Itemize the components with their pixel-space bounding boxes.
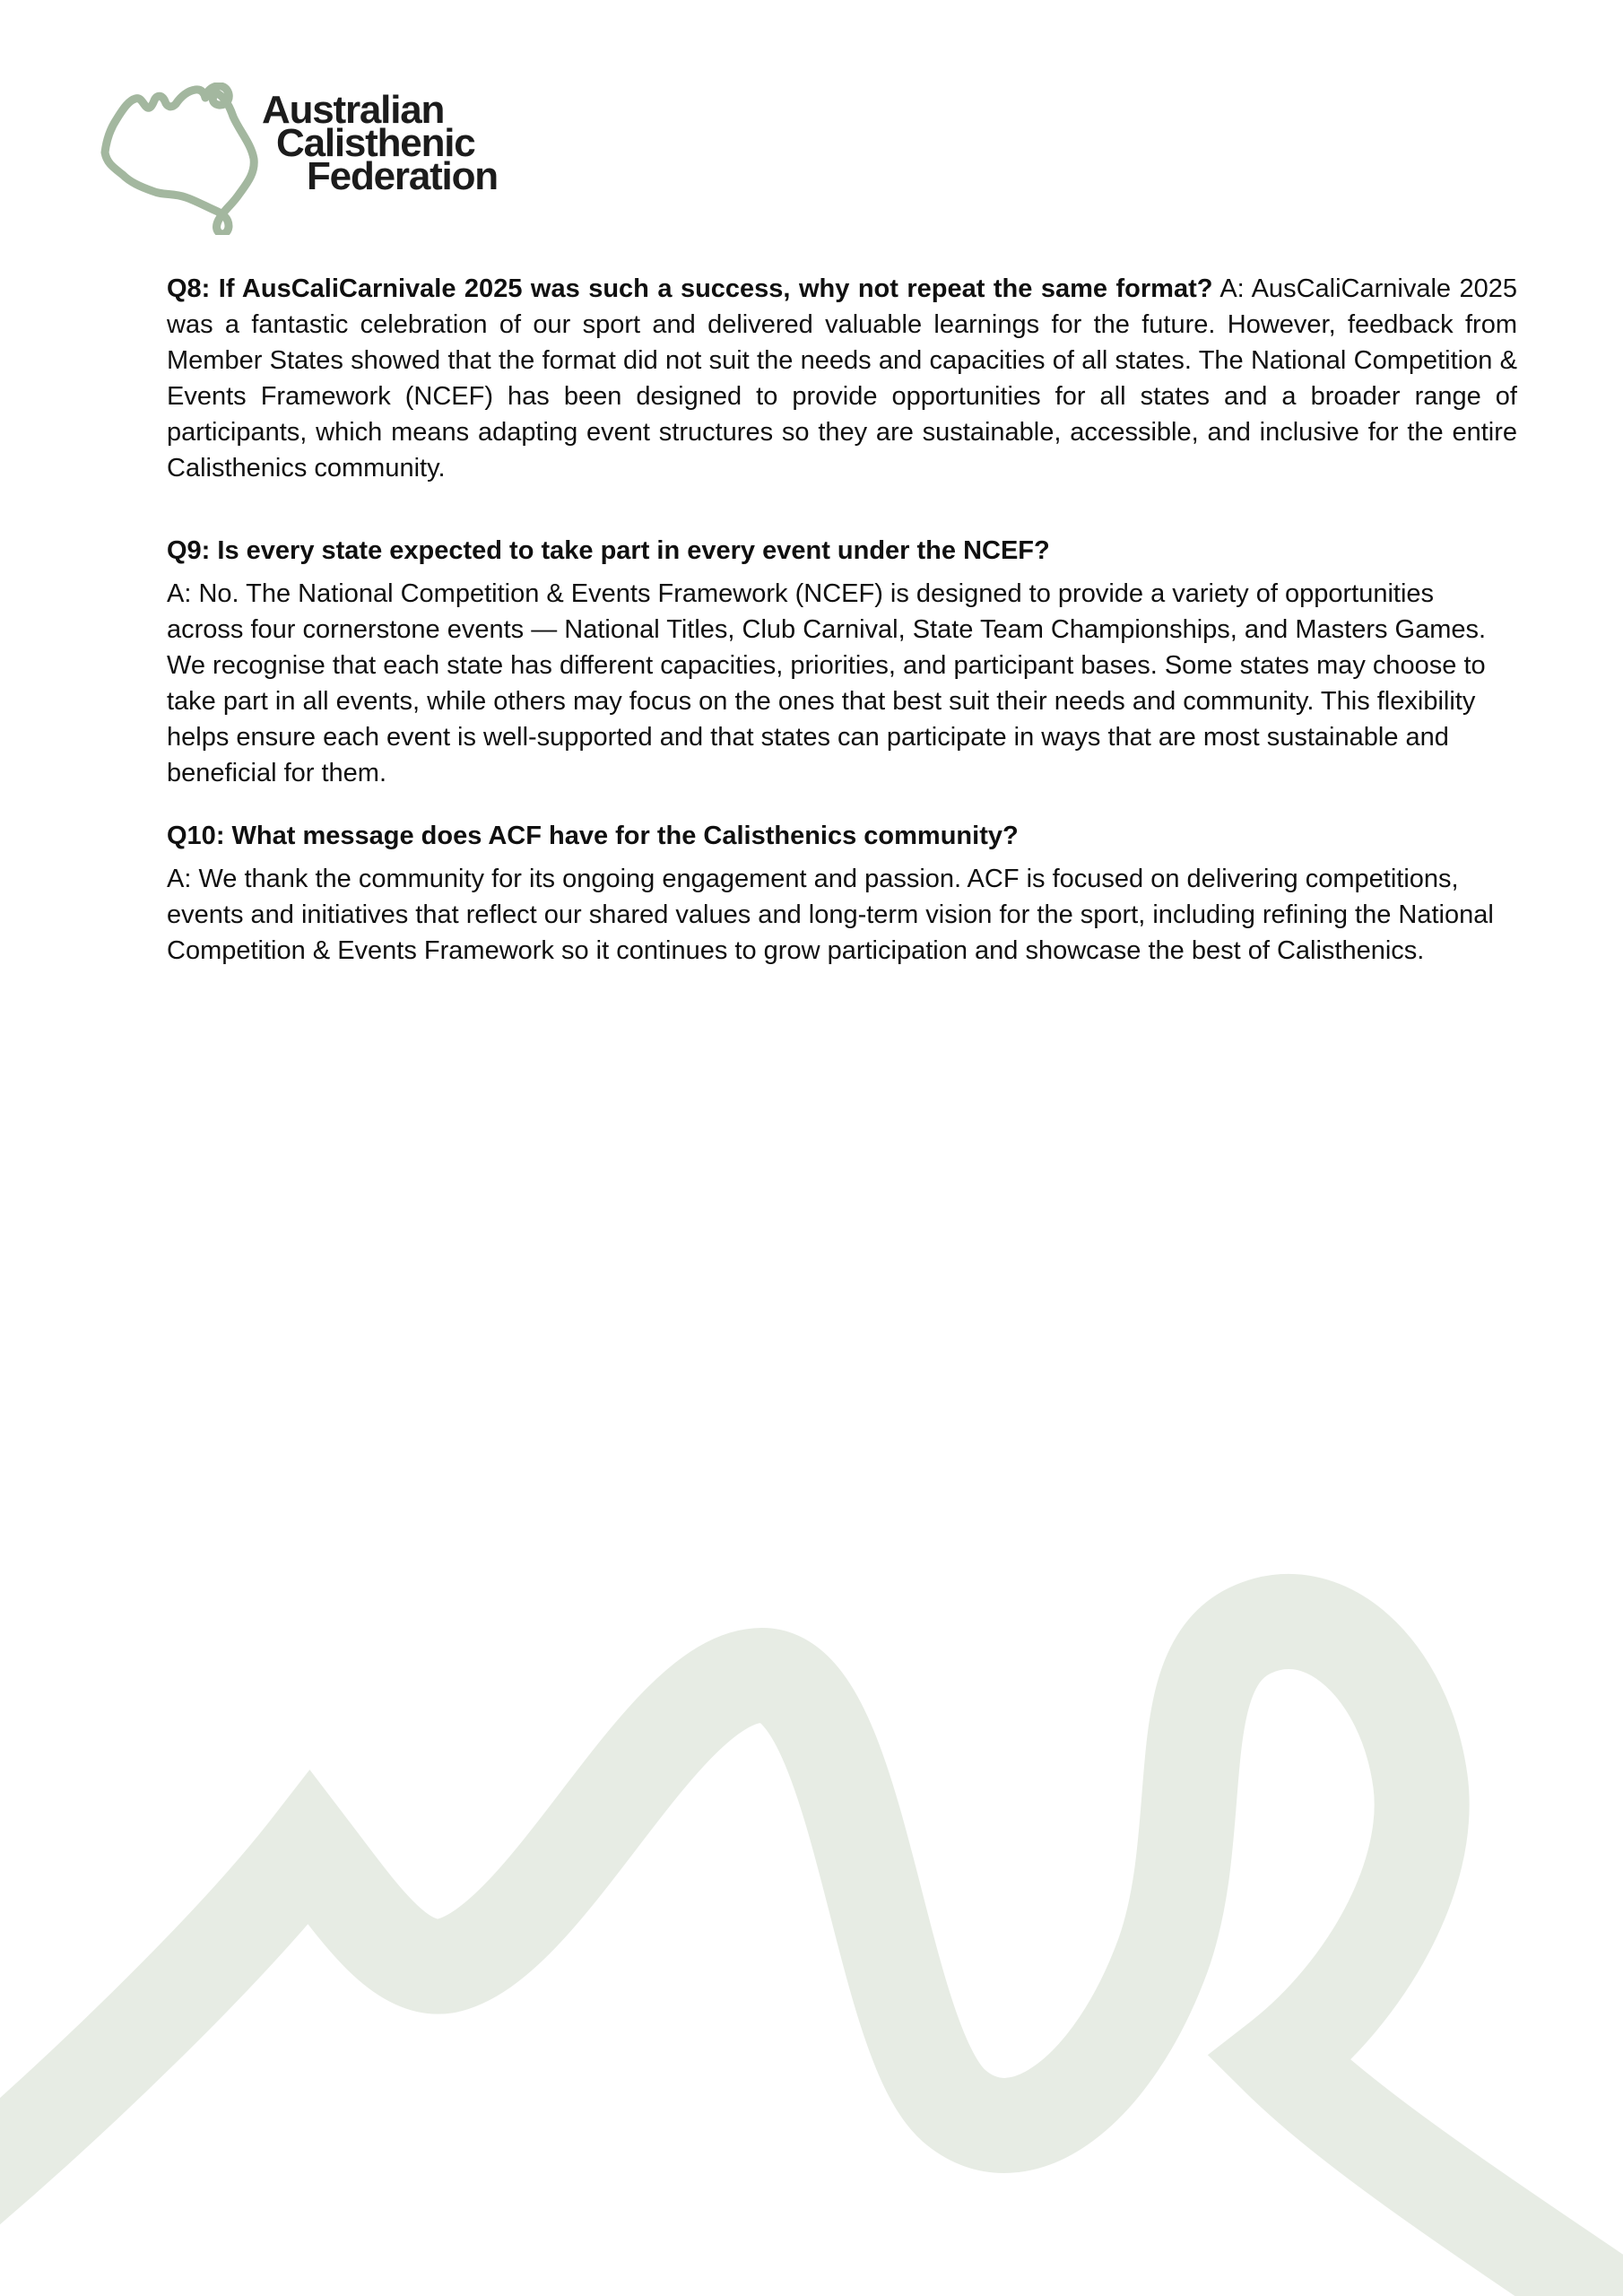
faq-q8-paragraph: [167, 271, 1517, 486]
faq-q9-heading: Q9: Is every state expected to take part in every event under the NCEF?: [167, 536, 1050, 565]
faq-q10-heading: Q10: What message does ACF have for the Calisthenics community?: [167, 822, 1019, 850]
faq-q10-paragraph: A: We thank the community for its ongoing engagement and passion. ACF is focused on delivering competitions, events and initiatives that reflect our shared values and long-term vision for the sport, including refining the National Competition & Events Framework so it continues to grow participation and showcase the best of Calisthenics.: [167, 865, 1494, 965]
faq-q8-question: Q8: If AusCaliCarnivale 2025 was such a success, why not repeat the same format?: [167, 274, 1213, 303]
ribbon-swoosh-path: [0, 1622, 1623, 2296]
logo-word-federation: Federation: [307, 154, 498, 198]
faq-q9-paragraph: A: No. The National Competition & Events Framework (NCEF) is designed to provide a variety of opportunities across four cornerstone events — National Titles, Club Carnival, State Team Championships, and Masters Games. We recognise that each state has different capacities, priorities, and participant bases. Some states may choose to take part in all events, while others may focus on the ones that best suit their needs and community. This flexibility helps ensure each event is well-supported and that states can participate in ways that are most sustainable and beneficial for them.: [167, 579, 1487, 787]
faq-q8-answer: A: AusCaliCarnivale 2025 was a fantastic celebration of our sport and delivered valuable learnings for the future. However, feedback from Member States showed that the format did not suit the needs and capacities of all states. The National Competition & Events Framework (NCEF) has been designed to provide opportunities for all states and a broader range of participants, which means adapting event structures so they are sustainable, accessible, and inclusive for the entire Calisthenics community.: [167, 274, 1518, 483]
faq-content: [167, 0, 1517, 969]
logo-word-australian: Australian: [262, 88, 445, 132]
logo-word-calisthenic: Calisthenic: [276, 121, 475, 165]
